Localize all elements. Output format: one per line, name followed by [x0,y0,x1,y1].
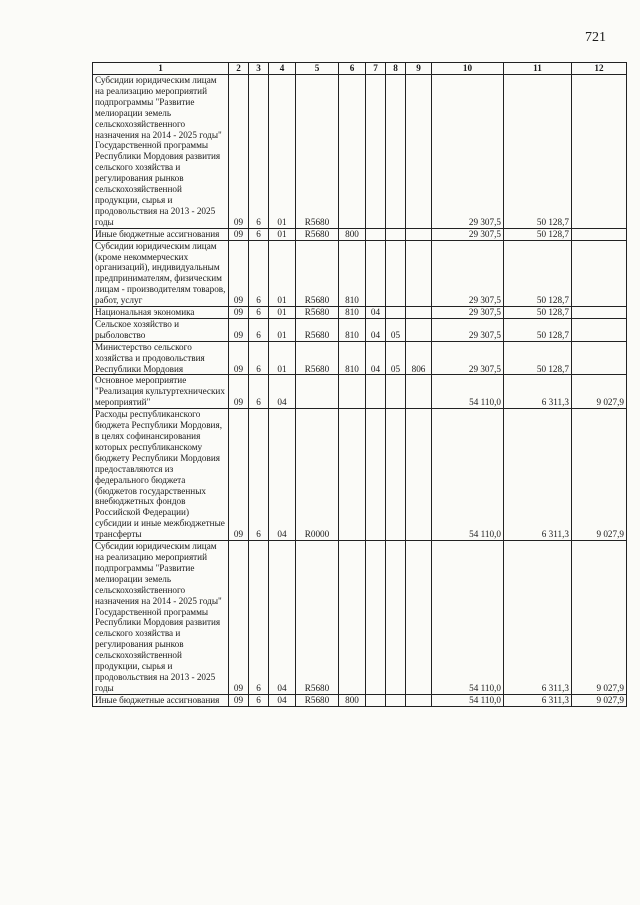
table-row [93,541,627,695]
cell-c7 [366,228,386,240]
cell-c5: R5680 [296,694,339,706]
cell-c9 [406,694,432,706]
cell-c7 [366,409,386,541]
cell-c4: 04 [269,409,296,541]
cell-c5: R5680 [296,75,339,229]
cell-c11: 50 128,7 [504,318,572,341]
cell-c10: 29 307,5 [432,228,504,240]
header-cell: 7 [366,63,386,75]
cell-c6: 810 [339,307,366,319]
cell-c2: 09 [229,75,249,229]
cell-c11: 50 128,7 [504,228,572,240]
cell-c3: 6 [249,375,269,409]
cell-c10: 54 110,0 [432,694,504,706]
table-row [93,409,627,541]
row-name-cell [93,75,229,229]
cell-c5 [296,375,339,409]
cell-c2: 09 [229,240,249,306]
cell-c12 [572,75,627,229]
cell-c3: 6 [249,240,269,306]
cell-c8 [386,75,406,229]
cell-c9 [406,409,432,541]
table-row [93,228,627,240]
cell-c8 [386,694,406,706]
table-row [93,240,627,306]
cell-c9 [406,307,432,319]
page-number: 721 [585,30,606,45]
cell-c6 [339,75,366,229]
table-row [93,318,627,341]
cell-c3: 6 [249,694,269,706]
row-name-cell [93,375,229,409]
cell-c12 [572,318,627,341]
row-name-cell [93,409,229,541]
cell-c9: 806 [406,341,432,375]
row-name: Иные бюджетные ассигнования [95,694,220,705]
header-cell: 8 [386,63,406,75]
cell-c12: 9 027,9 [572,694,627,706]
cell-c2: 09 [229,228,249,240]
cell-c7 [366,541,386,695]
cell-c7: 04 [366,318,386,341]
cell-c2: 09 [229,307,249,319]
cell-c2: 09 [229,694,249,706]
cell-c11: 6 311,3 [504,409,572,541]
cell-c4: 04 [269,694,296,706]
cell-c2: 09 [229,341,249,375]
cell-c10: 54 110,0 [432,409,504,541]
cell-c6: 810 [339,240,366,306]
cell-c4: 01 [269,228,296,240]
cell-c5: R5680 [296,341,339,375]
cell-c3: 6 [249,307,269,319]
row-name-cell [93,307,229,319]
table-row [93,341,627,375]
table-row [93,307,627,319]
header-cell: 12 [572,63,627,75]
cell-c11: 6 311,3 [504,375,572,409]
cell-c2: 09 [229,541,249,695]
row-name: Субсидии юридическим лицам на реализацию мероприятий подпрограммы "Развитие мелиорации земель сельскохозяйственного назначения на 2014 - 2025 годы" Государственной программы Республики Мордовия развития сельского хозяйства и регулирования рынков сельскохозяйственной продукции, сырья и продовольствия на 2013 - 2025 годы [95,541,222,693]
header-cell: 10 [432,63,504,75]
header-cell: 6 [339,63,366,75]
row-name: Расходы республиканского бюджета Республики Мордовия, в целях софинансирования которых республиканскому бюджету Республики Мордовия предоставляются из федерального бюджета (бюджетов государственных внебюджетных фондов Российской Федерации) субсидии и иные межбюджетные трансферты [95,409,225,540]
cell-c11: 6 311,3 [504,541,572,695]
cell-c8 [386,541,406,695]
row-name: Национальная экономика [95,307,195,318]
cell-c7 [366,240,386,306]
cell-c3: 6 [249,318,269,341]
cell-c3: 6 [249,228,269,240]
cell-c10: 29 307,5 [432,318,504,341]
cell-c5: R5680 [296,541,339,695]
cell-c11: 50 128,7 [504,307,572,319]
cell-c4: 01 [269,341,296,375]
cell-c8: 05 [386,341,406,375]
cell-c9 [406,228,432,240]
cell-c2: 09 [229,375,249,409]
cell-c11: 6 311,3 [504,694,572,706]
header-cell: 9 [406,63,432,75]
row-name: Основное мероприятие "Реализация культуртехнических мероприятий" [95,375,225,408]
header-cell: 3 [249,63,269,75]
row-name-cell [93,318,229,341]
row-name: Субсидии юридическим лицам на реализацию мероприятий подпрограммы "Развитие мелиорации земель сельскохозяйственного назначения на 2014 - 2025 годы" Государственной программы Республики Мордовия развития сельского хозяйства и регулирования рынков сельскохозяйственной продукции, сырья и продовольствия на 2013 - 2025 годы [95,75,222,227]
cell-c2: 09 [229,409,249,541]
cell-c6 [339,375,366,409]
row-name: Министерство сельского хозяйства и продовольствия Республики Мордовия [95,341,205,374]
cell-c5: R5680 [296,318,339,341]
cell-c11: 50 128,7 [504,240,572,306]
cell-c3: 6 [249,75,269,229]
cell-c12 [572,240,627,306]
cell-c6: 800 [339,228,366,240]
row-name-cell [93,341,229,375]
header-cell: 1 [93,63,229,75]
cell-c7 [366,75,386,229]
cell-c12 [572,341,627,375]
cell-c5: R5680 [296,307,339,319]
header-cell: 2 [229,63,249,75]
cell-c11: 50 128,7 [504,75,572,229]
row-name: Сельское хозяйство и рыболовство [95,318,180,340]
table-row [93,75,627,229]
cell-c8 [386,375,406,409]
cell-c12: 9 027,9 [572,541,627,695]
row-name: Субсидии юридическим лицам (кроме некоммерческих организаций), индивидуальным предпринимателям, физическим лицам - производителям товаров, работ, услуг [95,240,226,306]
cell-c9 [406,541,432,695]
cell-c6: 810 [339,341,366,375]
header-cell: 11 [504,63,572,75]
cell-c12 [572,228,627,240]
cell-c3: 6 [249,341,269,375]
cell-c7: 04 [366,341,386,375]
row-name-cell [93,541,229,695]
cell-c8: 05 [386,318,406,341]
cell-c10: 29 307,5 [432,307,504,319]
cell-c12: 9 027,9 [572,409,627,541]
cell-c8 [386,307,406,319]
cell-c6 [339,541,366,695]
cell-c4: 01 [269,318,296,341]
cell-c6 [339,409,366,541]
cell-c10: 29 307,5 [432,341,504,375]
cell-c4: 04 [269,375,296,409]
row-name-cell [93,228,229,240]
cell-c11: 50 128,7 [504,341,572,375]
cell-c4: 01 [269,75,296,229]
row-name: Иные бюджетные ассигнования [95,228,220,239]
cell-c9 [406,75,432,229]
cell-c8 [386,240,406,306]
header-cell: 4 [269,63,296,75]
cell-c4: 01 [269,307,296,319]
cell-c9 [406,375,432,409]
cell-c5: R5680 [296,240,339,306]
cell-c2: 09 [229,318,249,341]
cell-c7: 04 [366,307,386,319]
cell-c4: 01 [269,240,296,306]
cell-c12 [572,307,627,319]
cell-c6: 800 [339,694,366,706]
cell-c9 [406,240,432,306]
header-row [93,63,627,75]
cell-c10: 54 110,0 [432,541,504,695]
cell-c6: 810 [339,318,366,341]
row-name-cell [93,240,229,306]
cell-c5: R5680 [296,228,339,240]
cell-c7 [366,694,386,706]
table-row [93,694,627,706]
budget-table [92,62,627,707]
cell-c10: 29 307,5 [432,240,504,306]
table-row [93,375,627,409]
cell-c10: 29 307,5 [432,75,504,229]
cell-c9 [406,318,432,341]
cell-c5: R0000 [296,409,339,541]
cell-c4: 04 [269,541,296,695]
cell-c7 [366,375,386,409]
header-cell: 5 [296,63,339,75]
row-name-cell [93,694,229,706]
cell-c10: 54 110,0 [432,375,504,409]
cell-c8 [386,228,406,240]
cell-c3: 6 [249,409,269,541]
cell-c3: 6 [249,541,269,695]
cell-c12: 9 027,9 [572,375,627,409]
cell-c8 [386,409,406,541]
